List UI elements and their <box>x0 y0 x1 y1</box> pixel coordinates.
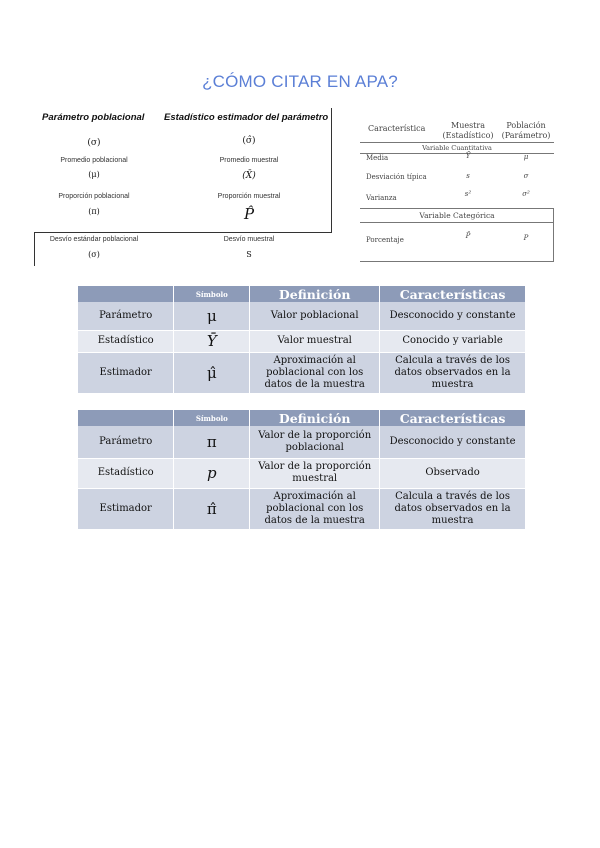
stat-symbol: (σ̂) <box>242 136 256 146</box>
row-label: Media <box>366 154 389 162</box>
row-muestra: Ȳ <box>465 152 471 160</box>
col-poblacion: Población <box>506 121 546 130</box>
col-muestra-sub: (Estadístico) <box>442 131 494 140</box>
header-cell <box>78 410 174 426</box>
param-symbol: (μ) <box>88 170 100 179</box>
row-name: Parámetro <box>78 426 174 458</box>
section-categorica: Variable Categórica <box>419 211 495 220</box>
row-characteristics: Desconocido y constante <box>380 302 526 330</box>
header-definicion: Definición <box>250 410 380 426</box>
stat-label: Proporción muestral <box>217 193 281 200</box>
row-characteristics: Calcula a través de los datos observados en la muestra <box>380 488 526 529</box>
row-name: Estimador <box>78 352 174 393</box>
table-row <box>78 426 526 458</box>
section-cuantitativa: Variable Cuantitativa <box>422 144 492 152</box>
col-caracteristica: Característica <box>368 124 426 133</box>
row-symbol: π̂ <box>174 488 250 529</box>
param-symbol: (σ) <box>87 138 101 148</box>
divider <box>360 142 554 143</box>
header-definicion: Definición <box>250 286 380 302</box>
col-poblacion-sub: (Parámetro) <box>501 131 551 140</box>
row-characteristics: Calcula a través de los datos observados en la muestra <box>380 352 526 393</box>
row-name: Estadístico <box>78 330 174 352</box>
stat-symbol: (X̄) <box>242 171 256 181</box>
row-characteristics: Conocido y variable <box>380 330 526 352</box>
row-muestra: P̂ <box>465 232 471 240</box>
row-label: Porcentaje <box>366 236 404 244</box>
header-simbolo: Símbolo <box>174 410 250 426</box>
col-muestra: Muestra <box>451 121 485 130</box>
header-simbolo: Símbolo <box>174 286 250 302</box>
param-label: Promedio poblacional <box>60 157 128 164</box>
divider <box>360 222 554 223</box>
stat-label: Desvío muestral <box>223 236 275 243</box>
stat-symbol: P̂ <box>243 205 255 223</box>
param-label: Proporción poblacional <box>58 193 130 200</box>
table-row <box>78 488 526 529</box>
row-label: Varianza <box>366 194 397 202</box>
parameter-estimator-table <box>34 108 332 266</box>
symbols-table-mean <box>78 286 526 394</box>
row-definition: Aproximación al poblacional con los datos de la muestra <box>250 488 380 529</box>
row-definition: Valor de la proporción poblacional <box>250 426 380 458</box>
header-caracteristicas: Características <box>380 410 526 426</box>
row-poblacion: σ² <box>522 190 530 198</box>
header-cell <box>78 286 174 302</box>
sample-population-table <box>360 114 554 262</box>
row-definition: Valor poblacional <box>250 302 380 330</box>
divider <box>360 208 554 209</box>
row-poblacion: μ <box>523 153 529 161</box>
row-name: Estimador <box>78 488 174 529</box>
divider <box>331 108 332 232</box>
divider <box>360 261 554 262</box>
row-muestra: s² <box>464 190 472 198</box>
header-caracteristicas: Características <box>380 286 526 302</box>
row-characteristics: Desconocido y constante <box>380 426 526 458</box>
row-symbol: p <box>174 458 250 488</box>
row-definition: Aproximación al poblacional con los datos de la muestra <box>250 352 380 393</box>
param-symbol: (π) <box>88 207 100 216</box>
page-title: ¿CÓMO CITAR EN APA? <box>202 72 398 91</box>
header-estadistico: Estadístico estimador del parámetro <box>164 112 329 123</box>
row-definition: Valor muestral <box>250 330 380 352</box>
row-characteristics: Observado <box>380 458 526 488</box>
row-symbol: μ <box>174 302 250 330</box>
row-symbol: Ȳ <box>174 330 250 352</box>
header-parametro: Parámetro poblacional <box>42 112 145 123</box>
row-name: Parámetro <box>78 302 174 330</box>
table-row <box>78 458 526 488</box>
stat-symbol: S <box>246 250 252 259</box>
row-definition: Valor de la proporción muestral <box>250 458 380 488</box>
symbols-table-proportion <box>78 410 526 530</box>
row-symbol: μ̂ <box>174 352 250 393</box>
param-symbol: (σ) <box>88 250 100 259</box>
row-muestra: s <box>466 172 470 180</box>
row-label: Desviación típica <box>366 173 427 181</box>
row-symbol: π <box>174 426 250 458</box>
table-row <box>78 302 526 330</box>
row-poblacion: P <box>523 234 529 242</box>
param-label: Desvío estándar poblacional <box>49 236 139 243</box>
table-row <box>78 330 526 352</box>
table-row <box>78 352 526 393</box>
row-poblacion: σ <box>523 172 529 180</box>
row-name: Estadístico <box>78 458 174 488</box>
stat-label: Promedio muestral <box>219 157 279 164</box>
divider <box>34 232 332 233</box>
